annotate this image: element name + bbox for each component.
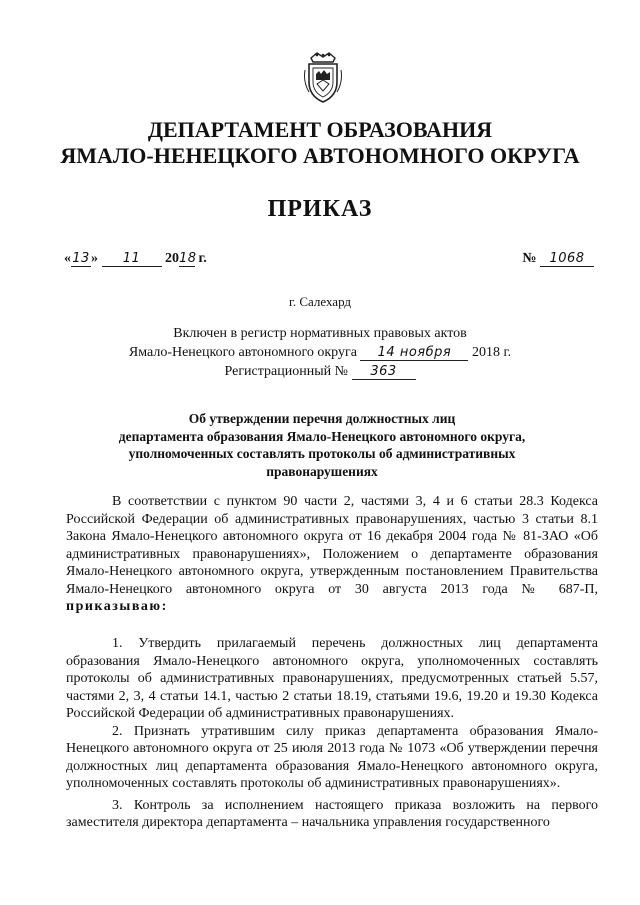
subject-line1: Об утверждении перечня должностных лиц <box>188 411 456 426</box>
subject-line3: уполномоченных составлять протоколы об административных <box>128 446 516 461</box>
order-word: приказываю: <box>66 599 168 614</box>
registration-line3 <box>0 362 640 381</box>
order-item-1: 1. Утвердить прилагаемый перечень должностных лиц департамента образования Ямало-Ненецкого автономного округа, уполномоченных составлять протоколы об административных правонарушениях, предусмотренных статьей 5.57, частями 2, 3, 4 статьи 14.1, частью 2 статьи 18.19, статьями 19.6, 19.20 и 19.30 Кодекса Российской Федерации об административных правонарушениях. <box>66 636 598 721</box>
coat-of-arms-icon <box>303 50 343 104</box>
date-year: 18 <box>179 251 197 266</box>
order-items <box>66 635 598 832</box>
order-title: ПРИКАЗ <box>267 196 373 222</box>
registration-line1: Включен в регистр нормативных правовых актов <box>173 326 467 341</box>
date-open-quote: « <box>64 251 71 266</box>
city: г. Салехард <box>288 294 352 309</box>
subject-line2: департамента образования Ямало-Ненецкого автономного округа, <box>118 428 526 444</box>
registration-year: 2018 г. <box>471 345 512 360</box>
document-subject <box>112 410 532 480</box>
date-close-quote: » <box>91 251 98 266</box>
registration-region: Ямало-Ненецкого автономного округа <box>128 345 357 360</box>
order-date <box>64 251 207 267</box>
subject-line4: правонарушениях <box>266 463 378 479</box>
registration-number: 363 <box>352 365 416 380</box>
order-item-3: 3. Контроль за исполнением настоящего приказа возложить на первого заместителя директора департамента – начальника управления государственного <box>66 797 598 830</box>
date-year-prefix: 20 <box>165 251 179 266</box>
preamble-paragraph <box>66 493 598 616</box>
date-day: 13 <box>72 251 90 266</box>
department-name-line2: ЯМАЛО-НЕНЕЦКОГО АВТОНОМНОГО ОКРУГА <box>60 143 580 168</box>
number-value: 1068 <box>540 252 594 267</box>
date-year-mark: г. <box>198 251 207 266</box>
date-month: 11 <box>102 252 162 267</box>
preamble-text: В соответствии с пунктом 90 части 2, частями 3, 4 и 6 статьи 28.3 Кодекса Российской Федерации об административных правонарушениях, частью 3 статьи 8.1 Закона Ямало-Ненецкого автономного округа от 16 декабря 2004 года № 81-ЗАО «Об административных правонарушениях», Положением о департаменте образования Ямало-Ненецкого автономного округа, утвержденным постановлением Правительства Ямало-Ненецкого автономного округа от 30 августа 2013 года № 687-П, <box>66 494 598 597</box>
number-label: № <box>522 251 537 266</box>
order-item-2: 2. Признать утратившим силу приказ департамента образования Ямало-Ненецкого автономного округа от 25 июля 2013 года № 1073 «Об утверждении перечня должностных лиц департамента образования Ямало-Ненецкого автономного округа, уполномоченных составлять протоколы об административных правонарушениях». <box>66 723 598 791</box>
registration-line2 <box>0 343 640 362</box>
registration-number-label: Регистрационный № <box>224 364 348 379</box>
order-number <box>522 251 594 267</box>
registration-date: 14 ноября <box>360 346 468 361</box>
department-name-line1: ДЕПАРТАМЕНТ ОБРАЗОВАНИЯ <box>147 117 493 142</box>
